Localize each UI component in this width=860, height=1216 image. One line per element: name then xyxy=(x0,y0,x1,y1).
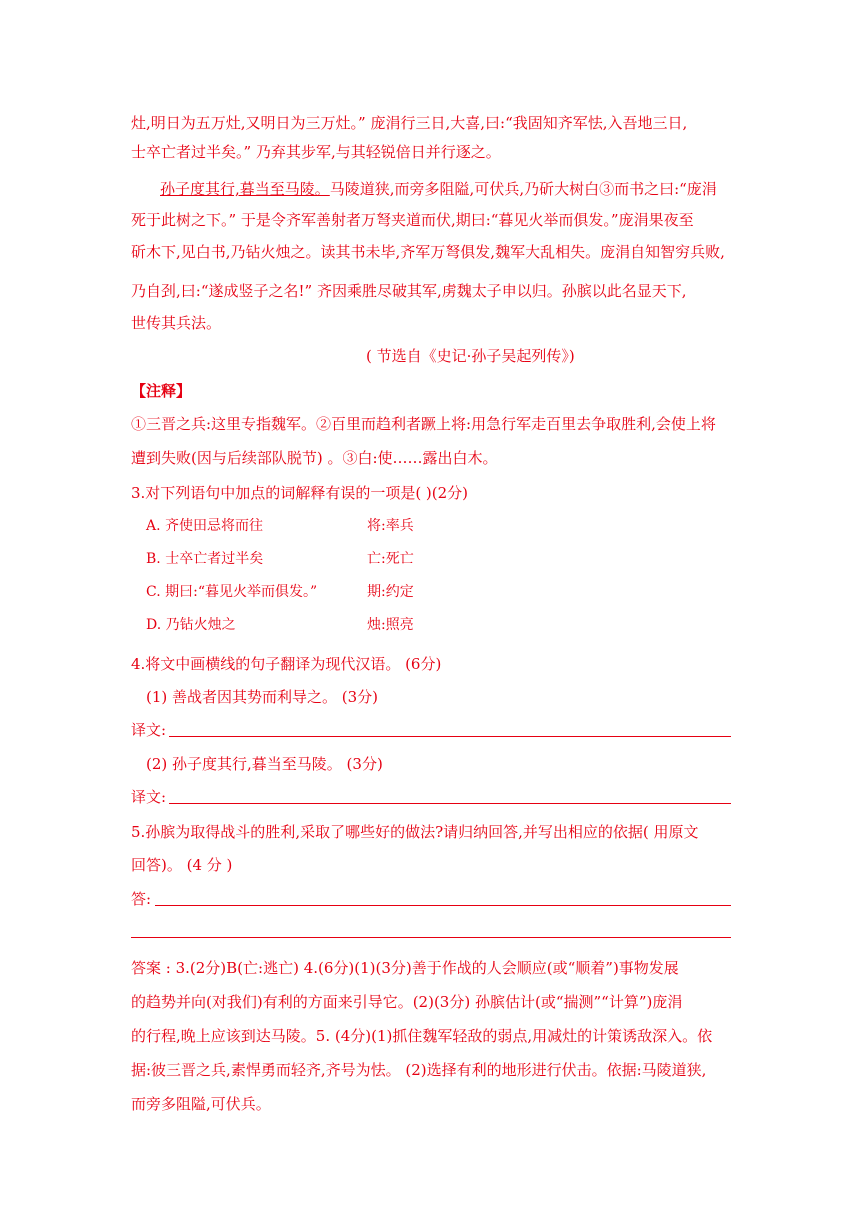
question-4-sub2: (2) 孙子度其行,暮当至马陵。 (3分) xyxy=(146,755,383,773)
source-citation: ( 节选自《史记·孙子吴起列传》) xyxy=(366,347,575,365)
answer-label: 答: xyxy=(131,890,152,908)
answer-blank-5-line2[interactable] xyxy=(131,921,731,941)
passage-line: 乃自刭,曰:“遂成竖子之名!” 齐因乘胜尽破其军,虏魏太子申以归。孙膑以此名显天下, xyxy=(131,282,687,300)
answer-key-line: 而旁多阻隘,可伏兵。 xyxy=(131,1095,271,1113)
option-b-gloss: 亡:死亡 xyxy=(367,551,414,567)
question-5-stem: 5.孙膑为取得战斗的胜利,采取了哪些好的做法?请归纳回答,并写出相应的依据( 用原文 xyxy=(131,823,699,841)
question-3-stem: 3.对下列语句中加点的词解释有误的一项是( )(2分) xyxy=(131,484,469,502)
option-a-gloss: 将:率兵 xyxy=(367,518,414,534)
underlined-sentence: 孙子度其行,暮当至马陵。 xyxy=(160,180,330,198)
notes-line: 遭到失败(因与后续部队脱节) 。③白:使……露出白木。 xyxy=(131,449,498,467)
blank-underline xyxy=(169,736,731,737)
answer-key-line: 的趋势并向(对我们)有利的方面来引导它。(2)(3分) 孙膑估计(或“揣测”“计算”)庞涓 xyxy=(131,993,683,1011)
passage-line: 斫木下,见白书,乃钻火烛之。读其书未毕,齐军万弩俱发,魏军大乱相失。庞涓自知智穷兵败, xyxy=(131,243,725,261)
translation-label: 译文: xyxy=(131,721,167,739)
option-c-text: C. 期曰:“暮见火举而俱发。” xyxy=(146,584,318,600)
notes-heading: 【注释】 xyxy=(131,382,192,400)
answer-key-line: 据:彼三晋之兵,素悍勇而轻齐,齐号为怯。 (2)选择有利的地形进行伏击。依据:马陵道狭, xyxy=(131,1061,707,1079)
option-b-text: B. 士卒亡者过半矣 xyxy=(146,551,264,567)
answer-blank-4-2[interactable] xyxy=(131,787,731,807)
question-4-sub1: (1) 善战者因其势而利导之。 (3分) xyxy=(146,688,379,706)
notes-line: ①三晋之兵:这里专指魏军。②百里而趋利者蹶上将:用急行军走百里去争取胜利,会使上将 xyxy=(131,415,716,433)
option-c-gloss: 期:约定 xyxy=(367,584,414,600)
answer-key-line: 答案 : 3.(2分)B(亡:逃亡) 4.(6分)(1)(3分)善于作战的人会顺应(或“顺着”)事物发展 xyxy=(131,959,679,977)
answer-blank-4-1[interactable] xyxy=(131,720,731,740)
option-d-gloss: 烛:照亮 xyxy=(367,617,414,633)
blank-underline xyxy=(169,803,731,804)
question-4-stem: 4.将文中画横线的句子翻译为现代汉语。 (6分) xyxy=(131,655,442,673)
question-5-stem: 回答)。 (4 分 ) xyxy=(131,856,233,874)
passage-line: 灶,明日为五万灶,又明日为三万灶。” 庞涓行三日,大喜,曰:“我固知齐军怯,入吾地三日, xyxy=(131,114,688,132)
option-d-text: D. 乃钻火烛之 xyxy=(146,617,236,633)
blank-underline xyxy=(155,905,731,906)
option-a-text: A. 齐使田忌将而往 xyxy=(146,518,264,534)
passage-text: 马陵道狭,而旁多阻隘,可伏兵,乃斫大树白③而书之曰:“庞涓 xyxy=(329,180,717,198)
answer-key-line: 的行程,晚上应该到达马陵。5. (4分)(1)抓住魏军轻敌的弱点,用减灶的计策诱敌深入。依 xyxy=(131,1027,713,1045)
passage-line: 死于此树之下。” 于是令齐军善射者万弩夹道而伏,期曰:“暮见火举而俱发。”庞涓果夜至 xyxy=(131,211,694,229)
translation-label: 译文: xyxy=(131,788,167,806)
passage-line: 士卒亡者过半矣。” 乃弃其步军,与其轻锐倍日并行逐之。 xyxy=(131,143,501,161)
passage-line: 世传其兵法。 xyxy=(131,314,222,332)
passage-line xyxy=(160,179,731,199)
blank-underline xyxy=(131,937,731,938)
answer-blank-5[interactable] xyxy=(131,889,731,909)
